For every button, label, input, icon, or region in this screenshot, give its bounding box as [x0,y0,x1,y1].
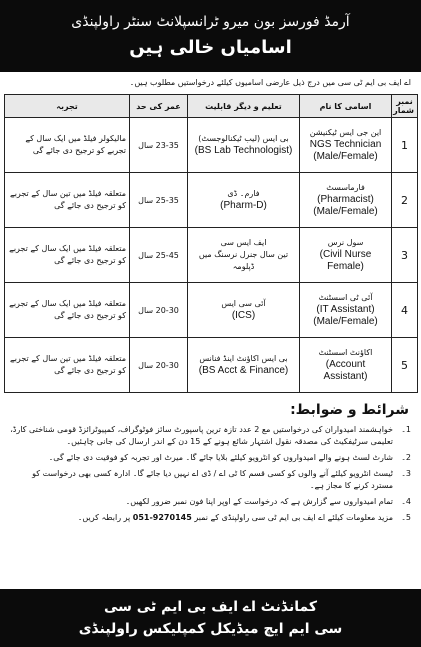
post-cell [300,228,392,283]
list-item [10,512,411,524]
age-limit: 25-35 سال [130,173,188,228]
list-item [10,424,411,448]
term-text: شارٹ لسٹ ہونے والے امیدواروں کو انٹرویو کیلئے بلایا جائے گا۔ میرٹ اور تجربہ کو فوقیت دی جائے گی۔ [48,453,393,462]
qualification-urdu: بی ایس اکاؤنٹ اینڈ فنانس [199,354,288,363]
age-limit: 20-30 سال [130,338,188,393]
qualification-urdu: فارم۔ ڈی [227,189,260,198]
table-row [5,228,418,283]
table-row [5,173,418,228]
qualification-cell [188,283,300,338]
list-item [10,452,411,464]
list-item [10,496,411,508]
table-header-row [5,95,418,118]
qualification-cell [188,173,300,228]
term-number: 1۔ [401,425,411,434]
qualification-english: (Pharm-D) [220,200,267,211]
contact-text-after: پر رابطہ کریں۔ [77,513,131,522]
experience: متعلقہ فیلڈ میں تین سال کے تجربے کو ترجیح دی جائے گی [5,338,130,393]
row-number: 2 [392,173,418,228]
post-name-english: NGS Technician (Male/Female) [309,139,382,162]
col-header-qualification: تعلیم و دیگر قابلیت [188,95,300,118]
institution-title: آرمڈ فورسز بون میرو ٹرانسپلانٹ سنٹر راولپنڈی [71,14,350,30]
row-number: 1 [392,118,418,173]
complex-address: سی ایم ایچ میڈیکل کمپلیکس راولپنڈی [78,621,343,637]
post-cell [300,118,392,173]
age-limit: 20-30 سال [130,283,188,338]
terms-list [10,424,411,528]
age-limit: 23-35 سال [130,118,188,173]
col-header-number: نمبر شمار [392,95,418,118]
term-number: 2۔ [401,453,411,462]
table-row [5,118,418,173]
post-cell [300,283,392,338]
qualification-english: (ICS) [231,310,256,321]
qualification-diploma: تین سال جنرل نرسنگ میں ڈپلومہ [198,250,289,271]
qualification-urdu: ایف ایس سی [220,238,267,247]
post-name-urdu: فارماسسٹ [326,183,365,192]
contact-text-before: مزید معلومات کیلئے اے ایف بی ایم ٹی سی راولپنڈی کے نمبر [194,513,393,522]
qualification-english: (BS Acct & Finance) [198,365,289,376]
experience: متعلقہ فیلڈ میں تین سال کے تجربے کو ترجیح دی جائے گی [5,173,130,228]
vacancies-heading: اسامیاں خالی ہیں [129,37,292,58]
qualification-cell [188,228,300,283]
footer-banner [0,589,421,647]
experience: مالیکولر فیلڈ میں ایک سال کے تجربے کو ترجیح دی جائے گی [5,118,130,173]
vacancy-table [4,94,418,393]
qualification-english: (BS Lab Technologist) [194,145,293,156]
commandant-title: کمانڈنٹ اے ایف بی ایم ٹی سی [104,599,317,615]
experience: متعلقہ فیلڈ میں ایک سال کے تجربے کو ترجیح دی جائے گی [5,228,130,283]
post-cell [300,173,392,228]
term-number: 3۔ [401,469,411,478]
term-text: تمام امیدواروں سے گزارش ہے کہ درخواست کے اوپر اپنا فون نمبر ضرور لکھیں۔ [125,497,393,506]
term-text [10,512,393,524]
term-number: 4۔ [401,497,411,506]
terms-heading: شرائط و ضوابط: [290,402,409,418]
post-name-english: (Civil Nurse Female) [319,249,372,272]
term-text: ٹیسٹ انٹرویو کیلئے آنے والوں کو کسی قسم کا ٹی اے / ڈی اے نہیں دیا جائے گا۔ ادارہ کسی بھی درخواست کو مسترد کرنے کا مجاز ہے۔ [32,469,393,490]
post-name-urdu: اکاؤنٹ اسسٹنٹ [318,348,373,357]
post-name-urdu: آئی ٹی اسسٹنٹ [318,293,373,302]
age-limit: 25-45 سال [130,228,188,283]
term-number: 5۔ [401,513,411,522]
post-name-urdu: این جی ایس ٹیکنیشن [309,128,382,137]
qualification-urdu: آئی سی ایس [221,299,266,308]
post-cell [300,338,392,393]
table-row [5,338,418,393]
experience: متعلقہ فیلڈ میں ایک سال کے تجربے کو ترجیح دی جائے گی [5,283,130,338]
intro-text: اے ایف بی ایم ٹی سی میں درج ذیل عارضی اسامیوں کیلئے درخواستیں مطلوب ہیں۔ [129,78,411,87]
row-number: 4 [392,283,418,338]
contact-phone-number: 051-9270145 [132,513,192,522]
post-name-english: (Account Assistant) [323,359,368,382]
row-number: 3 [392,228,418,283]
col-header-experience: تجربہ [5,95,130,118]
table-row [5,283,418,338]
term-text: خواہشمند امیدواران کی درخواستیں مع 2 عدد تازہ ترین پاسپورٹ سائز فوٹوگراف، کمپیوٹرائزڈ قومی شناختی کارڈ، تعلیمی سرٹیفکیٹ کی مصدقہ نقول اشتہار شائع ہونے کے 15 دن کے اندر ارسال کی جانی چاہئیں۔ [10,425,393,446]
header-banner [0,0,421,72]
qualification-cell [188,118,300,173]
post-name-urdu: سول نرس [327,238,364,247]
qualification-cell [188,338,300,393]
post-name-english: (IT Assistant) (Male/Female) [313,304,378,327]
post-name-english: (Pharmacist) (Male/Female) [313,194,378,217]
col-header-age: عمر کی حد [130,95,188,118]
list-item [10,468,411,492]
row-number: 5 [392,338,418,393]
col-header-post: اسامی کا نام [300,95,392,118]
qualification-urdu: بی ایس (لیب ٹیکنالوجسٹ) [198,134,289,143]
